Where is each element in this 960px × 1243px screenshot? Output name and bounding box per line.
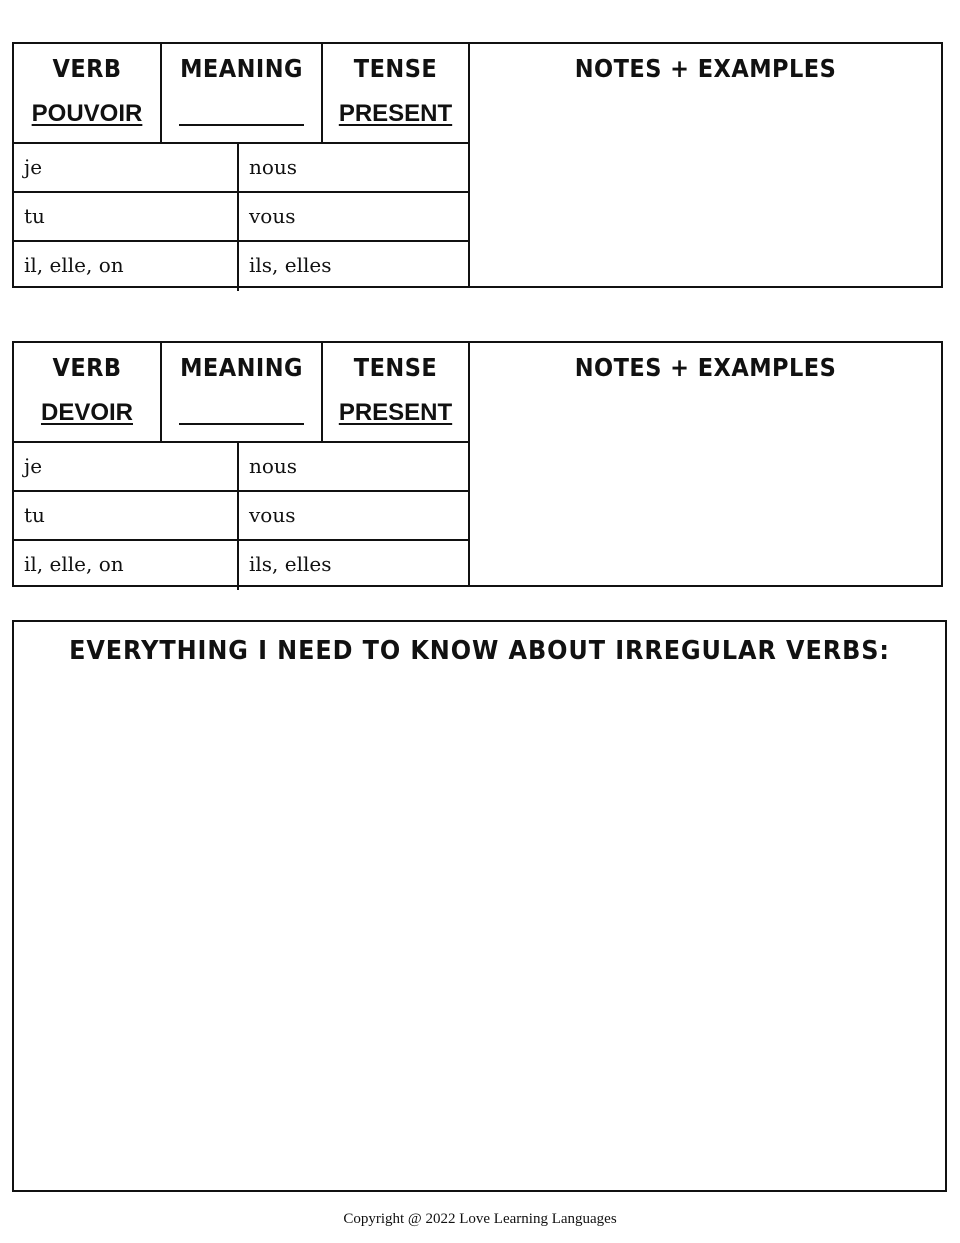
pronoun-cell-je[interactable]: je bbox=[14, 144, 239, 191]
meaning-cell bbox=[162, 343, 323, 441]
pronoun-cell-nous[interactable]: nous bbox=[249, 454, 298, 478]
conjugation-row bbox=[14, 193, 468, 242]
tense-value: PRESENT bbox=[338, 399, 453, 426]
conjugation-row bbox=[14, 541, 468, 590]
meaning-label: MEANING bbox=[180, 54, 303, 83]
tense-cell bbox=[323, 44, 468, 142]
verb-value: POUVOIR bbox=[31, 100, 143, 127]
header-row bbox=[14, 343, 468, 443]
verb-label: VERB bbox=[52, 54, 122, 83]
verb-cell bbox=[14, 44, 162, 142]
verb-label: VERB bbox=[52, 353, 122, 382]
verb-card-pouvoir bbox=[12, 42, 943, 288]
pronoun-cell-nous[interactable]: nous bbox=[249, 155, 298, 179]
conjugation-row bbox=[14, 492, 468, 541]
notes-examples-heading: NOTES + EXAMPLES bbox=[574, 54, 837, 83]
meaning-label: MEANING bbox=[180, 353, 303, 382]
pronoun-cell-je[interactable]: je bbox=[14, 443, 239, 490]
meaning-blank-line[interactable] bbox=[179, 423, 304, 425]
meaning-blank-line[interactable] bbox=[179, 124, 304, 126]
pronoun-cell-vous[interactable]: vous bbox=[249, 503, 296, 527]
conjugation-table bbox=[14, 343, 470, 585]
verb-cell bbox=[14, 343, 162, 441]
conjugation-row bbox=[14, 144, 468, 193]
verb-card-devoir bbox=[12, 341, 943, 587]
meaning-cell bbox=[162, 44, 323, 142]
pronoun-cell-vous[interactable]: vous bbox=[249, 204, 296, 228]
tense-label: TENSE bbox=[353, 353, 438, 382]
pronoun-cell-ils-elles[interactable]: ils, elles bbox=[249, 552, 332, 576]
notes-examples-heading: NOTES + EXAMPLES bbox=[574, 353, 837, 382]
tense-value: PRESENT bbox=[338, 100, 453, 127]
conjugation-table bbox=[14, 44, 470, 286]
pronoun-cell-tu[interactable]: tu bbox=[14, 193, 239, 240]
verb-value: DEVOIR bbox=[40, 399, 133, 426]
conjugation-row bbox=[14, 242, 468, 291]
pronoun-cell-tu[interactable]: tu bbox=[14, 492, 239, 539]
irregular-verbs-summary-box[interactable] bbox=[12, 620, 947, 1192]
pronoun-cell-il-elle-on[interactable]: il, elle, on bbox=[14, 242, 239, 291]
copyright-footer: Copyright @ 2022 Love Learning Languages bbox=[343, 1211, 617, 1227]
tense-label: TENSE bbox=[353, 54, 438, 83]
tense-cell bbox=[323, 343, 468, 441]
pronoun-cell-il-elle-on[interactable]: il, elle, on bbox=[14, 541, 239, 590]
pronoun-cell-ils-elles[interactable]: ils, elles bbox=[249, 253, 332, 277]
header-row bbox=[14, 44, 468, 144]
conjugation-row bbox=[14, 443, 468, 492]
summary-heading: EVERYTHING I NEED TO KNOW ABOUT IRREGULAR VERBS: bbox=[69, 636, 890, 666]
